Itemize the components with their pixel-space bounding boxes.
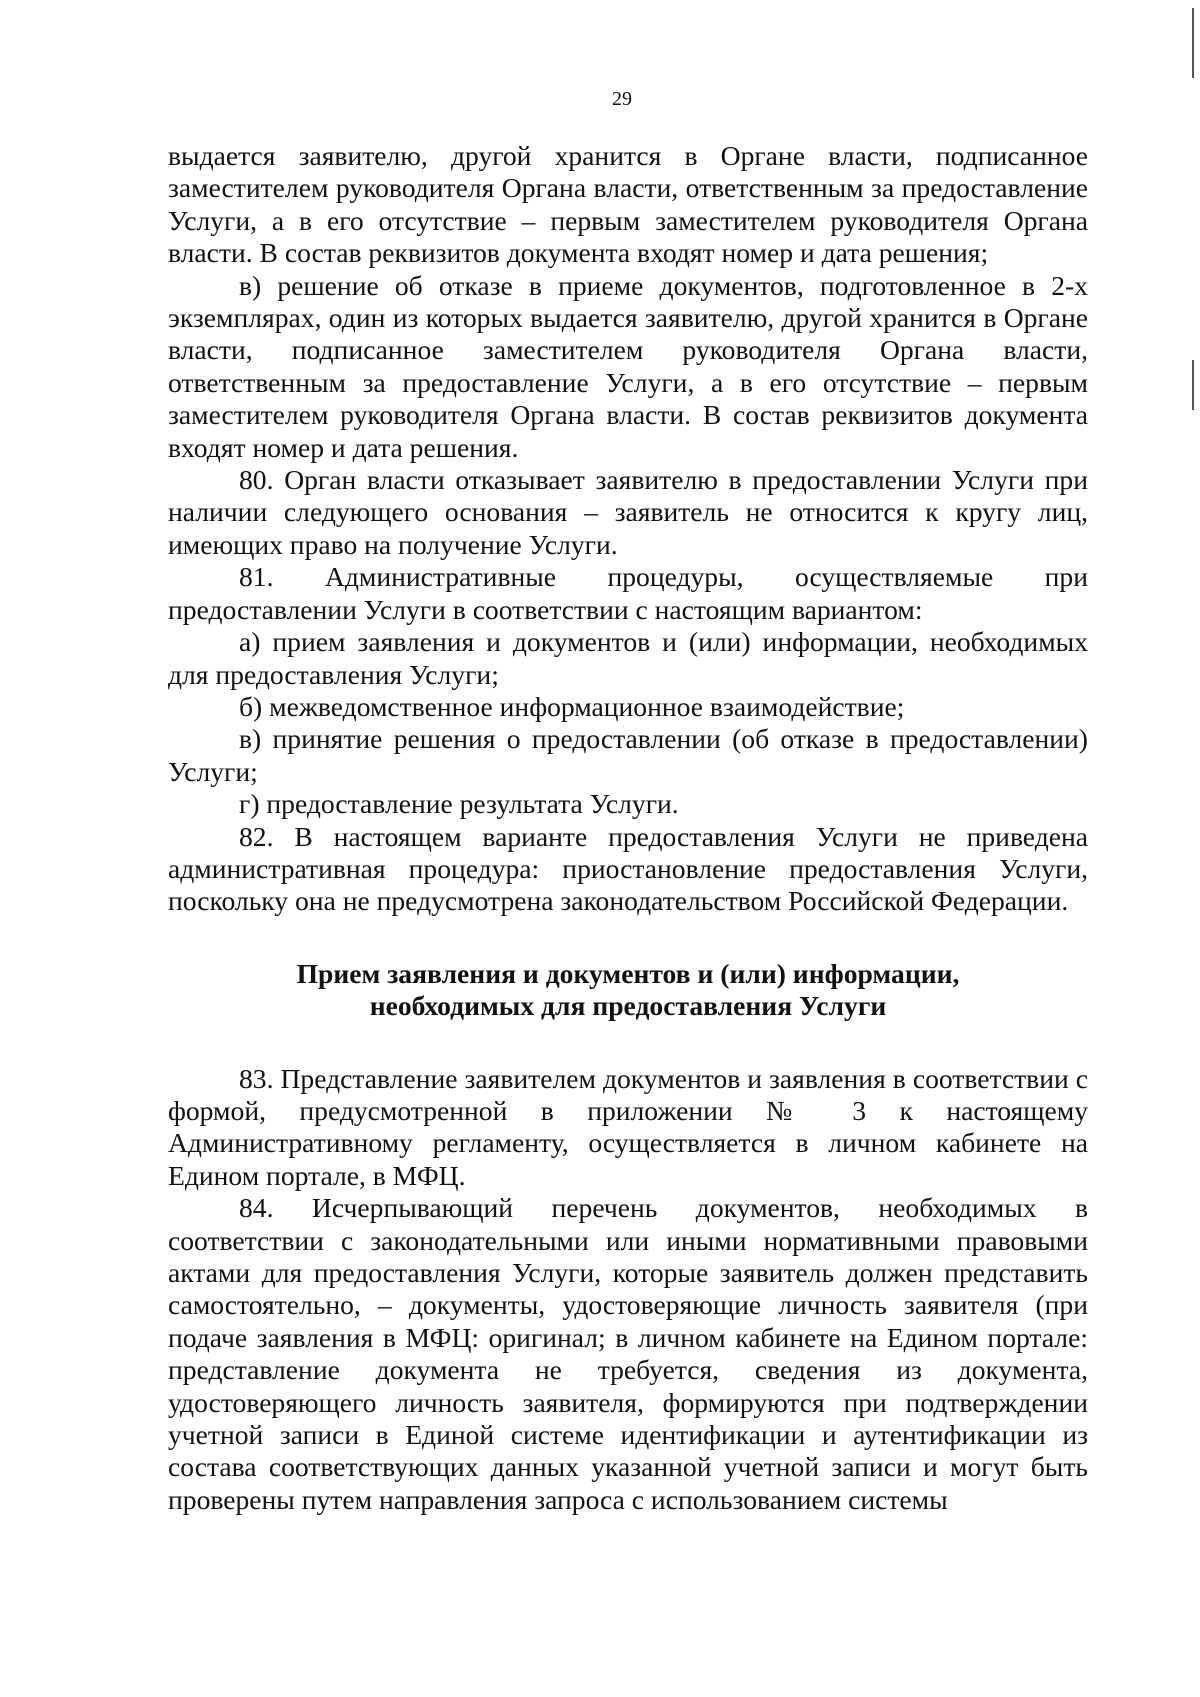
paragraph: 80. Орган власти отказывает заявителю в предоставлении Услуги при наличии следующего основания – заявитель не относится к кругу лиц, имеющих право на получение Услуги. bbox=[168, 464, 1088, 560]
scan-edge-mark bbox=[1192, 360, 1194, 410]
section-heading bbox=[168, 958, 1088, 1023]
paragraph: 83. Представление заявителем документов и заявления в соответствии с формой, предусмотренной в приложении № 3 к настоящему Административному регламенту, осуществляется в личном кабинете на Едином портале, в МФЦ. bbox=[168, 1062, 1088, 1191]
paragraph: в) принятие решения о предоставлении (об отказе в предоставлении) Услуги; bbox=[168, 723, 1088, 787]
paragraph: в) решение об отказе в приеме документов, подготовленное в 2-х экземплярах, один из которых выдается заявителю, другой хранится в Органе власти, подписанное заместителем руководителя Органа власти, ответственным за предоставление Услуги, а в его отсутствие – первым заместителем руководителя Органа власти. В состав реквизитов документа входят номер и дата решения. bbox=[168, 269, 1088, 463]
scan-edge-mark bbox=[1192, 8, 1194, 78]
paragraph: выдается заявителю, другой хранится в Органе власти, подписанное заместителем руководителя Органа власти, ответственным за предоставление Услуги, а в его отсутствие – первым заместителем руководителя Органа власти. В состав реквизитов документа входят номер и дата решения; bbox=[168, 140, 1088, 269]
paragraph: а) прием заявления и документов и (или) информации, необходимых для предоставления Услуги; bbox=[168, 626, 1088, 690]
paragraph: 82. В настоящем варианте предоставления Услуги не приведена административная процедура: приостановление предоставления Услуги, поскольку она не предусмотрена законодательством Российской Федерации. bbox=[168, 820, 1088, 917]
paragraphs-before-heading bbox=[168, 140, 1088, 918]
section-heading-line-1: Прием заявления и документов и (или) информации, bbox=[296, 957, 960, 989]
paragraph: б) межведомственное информационное взаимодействие; bbox=[239, 690, 905, 722]
paragraph: 81. Административные процедуры, осуществляемые при предоставлении Услуги в соответствии с настоящим вариантом: bbox=[168, 561, 1088, 625]
section-heading-line-2: необходимых для предоставления Услуги bbox=[369, 990, 887, 1022]
paragraph: 84. Исчерпывающий перечень документов, необходимых в соответствии с законодательными или иными нормативными правовыми актами для предоставления Услуги, которые заявитель должен представить самостоятельно, – документы, удостоверяющие личность заявителя (при подаче заявления в МФЦ: оригинал; в личном кабинете на Едином портале: представление документа не требуется, сведения из документа, удостоверяющего личность заявителя, формируются при подтверждении учетной записи в Единой системе идентификации и аутентификации из состава соответствующих данных указанной учетной записи и могут быть проверены путем направления запроса с использованием системы bbox=[168, 1192, 1088, 1515]
paragraphs-after-heading bbox=[168, 1063, 1088, 1517]
page-number: 29 bbox=[612, 88, 632, 110]
paragraph: г) предоставление результата Услуги. bbox=[239, 788, 679, 820]
document-body bbox=[168, 140, 1088, 1516]
